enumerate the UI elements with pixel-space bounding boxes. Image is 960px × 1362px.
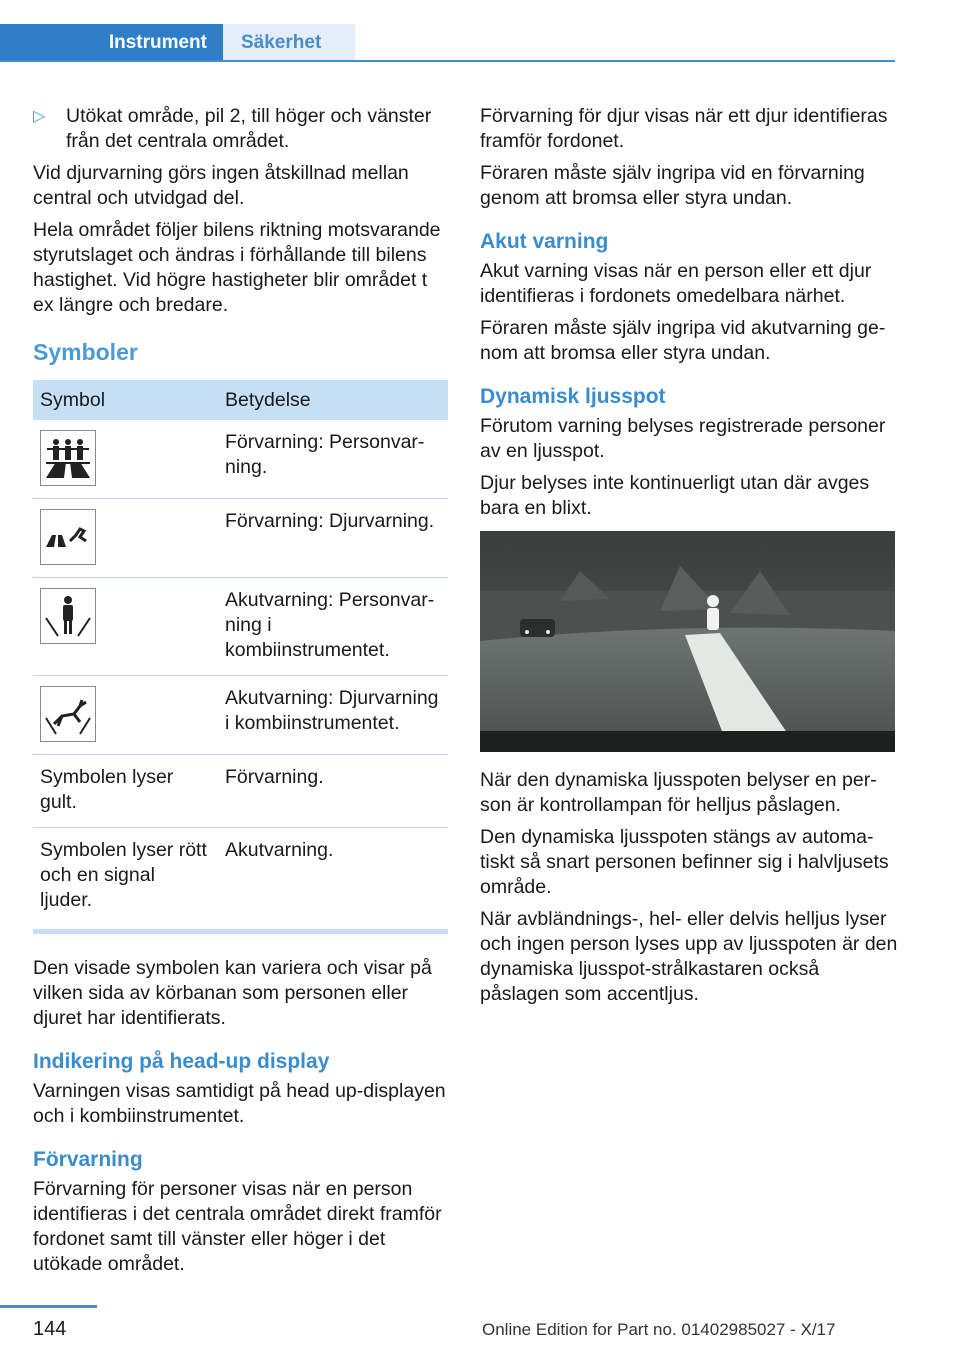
table-row	[33, 828, 448, 930]
animal-warning-icon	[40, 509, 96, 565]
meaning-cell: Akutvarning: Djurvarning i kombiinstrumentet.	[218, 676, 448, 755]
tab-instrument[interactable]: Instrument	[0, 24, 223, 62]
paragraph: Den visade symbolen kan variera och visar på vilken sida av körbanan som personen eller djuret har identifierats.	[33, 957, 432, 1029]
acute-animal-warning-icon	[40, 686, 96, 742]
dynamic-spot-heading: Dynamisk ljusspot	[480, 385, 666, 408]
table-row	[33, 676, 448, 755]
symbols-table	[33, 380, 448, 929]
symbol-cell	[33, 420, 218, 499]
header-divider	[0, 60, 895, 62]
triangle-bullet-icon: ▷	[33, 108, 46, 125]
meaning-cell: Akutvarning: Personvarning i kombiinstrumentet.	[218, 578, 448, 676]
hud-heading: Indikering på head-up display	[33, 1050, 330, 1073]
bullet-text: Utökat område, pil 2, till höger och vänster från det centrala området.	[66, 105, 432, 152]
footer-divider	[0, 1305, 97, 1308]
meaning-cell: Förvarning.	[218, 755, 448, 828]
acute-warning-heading: Akut varning	[480, 230, 609, 253]
tab-sakerhet[interactable]: Säkerhet	[223, 24, 355, 62]
symbol-cell	[33, 578, 218, 676]
right-column	[480, 104, 900, 1014]
paragraph: Förvarning för personer visas när en person identifieras i det centrala området direkt framför fordonet samt till vänster eller höger i det utökade området.	[33, 1178, 442, 1275]
paragraph: Djur belyses inte kontinuerligt utan där avges bara en blixt.	[480, 472, 870, 519]
page-header	[0, 0, 960, 62]
paragraph: Föraren måste själv ingripa vid en förvarning genom att bromsa eller styra undan.	[480, 162, 865, 209]
paragraph: När den dynamiska ljusspoten belyser en person är kontrollampan för helljus påslagen.	[480, 769, 877, 816]
bullet-item	[33, 104, 448, 154]
symbol-cell	[33, 676, 218, 755]
meaning-cell: Akutvarning.	[225, 839, 334, 861]
column-header-symbol: Symbol	[33, 380, 218, 420]
acute-person-warning-icon	[40, 588, 96, 644]
symbol-cell: Symbolen lyser rött och en signal ljuder.	[40, 839, 207, 911]
left-column	[33, 104, 448, 1284]
table-row	[33, 420, 448, 499]
meaning-cell: Förvarning: Personvarning.	[218, 420, 448, 499]
symbol-cell	[33, 499, 218, 578]
edition-note: Online Edition for Part no. 01402985027 - X/17	[482, 1320, 836, 1339]
paragraph: Hela området följer bilens riktning motsvarande styrutslaget och ändras i förhållande till bilens hastighet. Vid högre hastigheter blir området t ex längre och bredare.	[33, 219, 441, 316]
page-number: 144	[33, 1318, 67, 1340]
paragraph: Vid djurvarning görs ingen åtskillnad mellan central och utvidgad del.	[33, 162, 409, 209]
night-road-illustration	[480, 531, 895, 752]
person-warning-icon	[40, 430, 96, 486]
table-bottom-bar	[33, 929, 448, 934]
paragraph: Föraren måste själv ingripa vid akutvarning genom att bromsa eller styra undan.	[480, 317, 886, 364]
paragraph: Den dynamiska ljusspoten stängs av automatiskt så snart personen befinner sig i halvljusets område.	[480, 826, 889, 898]
meaning-cell: Förvarning: Djurvarning.	[218, 499, 448, 578]
table-row	[33, 578, 448, 676]
table-row	[33, 499, 448, 578]
paragraph: Förutom varning belyses registrerade personer av en ljusspot.	[480, 415, 886, 462]
symbol-cell: Symbolen lyser gult.	[33, 755, 218, 828]
table-header-row	[33, 380, 448, 420]
paragraph: När avbländnings-, hel- eller delvis helljus lyser och ingen person lyses upp av ljusspoten är den dynamiska ljusspot-strålkastaren också påslagen som accentljus.	[480, 908, 898, 1005]
paragraph: Förvarning för djur visas när ett djur identifieras framför fordonet.	[480, 105, 888, 152]
column-header-meaning: Betydelse	[218, 380, 448, 420]
pre-warning-heading: Förvarning	[33, 1148, 143, 1171]
paragraph: Varningen visas samtidigt på head up-displayen och i kombiinstrumentet.	[33, 1080, 446, 1127]
paragraph: Akut varning visas när en person eller ett djur identifieras i fordonets omedelbara närhet.	[480, 260, 872, 307]
symbols-heading: Symboler	[33, 339, 138, 365]
table-row	[33, 755, 448, 828]
